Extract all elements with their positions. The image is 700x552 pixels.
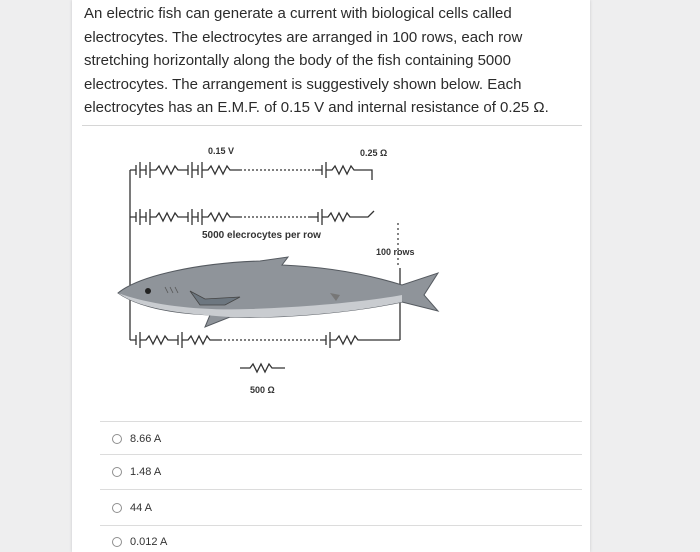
answer-label: 1.48 A xyxy=(130,466,162,478)
answer-option-4[interactable] xyxy=(112,532,167,552)
load-label: 500 Ω xyxy=(250,385,275,395)
question-line: electrocytes. The arrangement is suggestively shown below. Each xyxy=(84,75,522,93)
divider xyxy=(82,125,582,126)
question-line: An electric fish can generate a current with biological cells called xyxy=(84,5,512,22)
radio-button[interactable] xyxy=(112,537,122,547)
option-divider xyxy=(100,489,582,490)
option-divider xyxy=(100,454,582,455)
circuit-diagram xyxy=(110,135,450,405)
radio-button[interactable] xyxy=(112,434,122,444)
answer-label: 44 A xyxy=(130,502,153,514)
option-divider xyxy=(100,525,582,526)
question-line: electrocytes has an E.M.F. of 0.15 V and internal resistance of 0.25 Ω. xyxy=(84,99,549,117)
row-label: 5000 elecrocytes per row xyxy=(202,230,321,241)
question-text xyxy=(84,2,584,120)
load-resistor xyxy=(240,364,285,372)
option-divider xyxy=(100,421,582,422)
answer-option-2[interactable] xyxy=(112,462,161,482)
radio-button[interactable] xyxy=(112,503,122,513)
question-line: electrocytes. The electrocytes are arranged in 100 rows, each row xyxy=(84,28,523,46)
answer-label: 8.66 A xyxy=(130,433,162,445)
answer-label: 0.012 A xyxy=(130,536,168,548)
fish-illustration xyxy=(118,257,438,327)
electrocyte-row-2 xyxy=(130,209,374,225)
resistance-label: 0.25 Ω xyxy=(360,148,388,158)
electrocyte-row-bottom xyxy=(130,332,400,348)
rows-label: 100 rows xyxy=(376,247,415,257)
radio-button[interactable] xyxy=(112,467,122,477)
question-line: stretching horizontally along the body of the fish containing 5000 xyxy=(84,52,511,70)
emf-label: 0.15 V xyxy=(208,146,235,156)
answer-option-3[interactable] xyxy=(112,498,152,518)
answer-option-1[interactable] xyxy=(112,429,161,449)
